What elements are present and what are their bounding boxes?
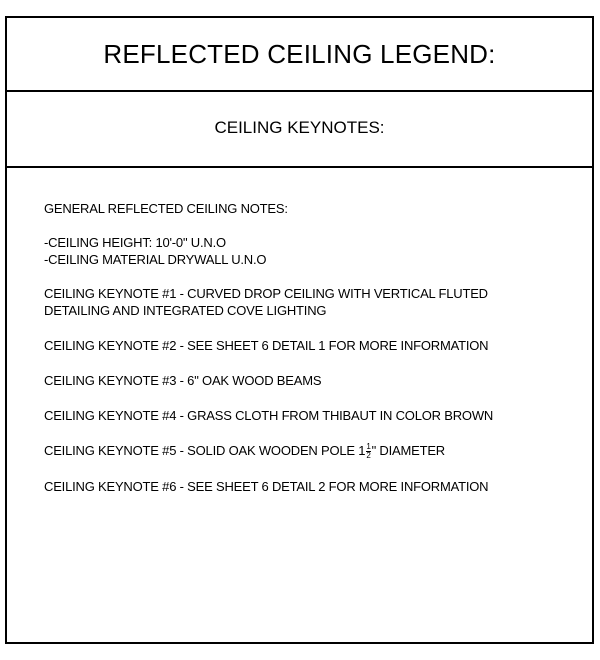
fraction-denominator: 2 (366, 451, 371, 461)
fraction-one-half (366, 443, 370, 460)
keynote-5-text: CEILING KEYNOTE #5 - SOLID OAK WOODEN POLE 1 (44, 443, 366, 458)
legend-title: REFLECTED CEILING LEGEND: (103, 38, 496, 69)
subtitle-row (7, 90, 592, 168)
general-note-height: -CEILING HEIGHT: 10'-0" U.N.O (44, 235, 226, 250)
notes-block (44, 200, 580, 495)
keynote-6: CEILING KEYNOTE #6 - SEE SHEET 6 DETAIL 2 FOR MORE INFORMATION (44, 479, 489, 495)
keynote-1-line-2: DETAILING AND INTEGRATED COVE LIGHTING (44, 303, 327, 318)
keynotes-heading: CEILING KEYNOTES: (214, 118, 385, 137)
general-notes-header: GENERAL REFLECTED CEILING NOTES: (44, 201, 288, 216)
keynote-4: CEILING KEYNOTE #4 - GRASS CLOTH FROM THIBAUT IN COLOR BROWN (44, 408, 494, 423)
keynote-2: CEILING KEYNOTE #2 - SEE SHEET 6 DETAIL 1 FOR MORE INFORMATION (44, 338, 489, 353)
keynote-5-suffix: " DIAMETER (371, 443, 445, 458)
keynote-5 (44, 442, 580, 460)
keynote-1-line-1: CEILING KEYNOTE #1 - CURVED DROP CEILING WITH VERTICAL FLUTED (44, 286, 488, 301)
title-row (7, 18, 592, 92)
keynote-3: CEILING KEYNOTE #3 - 6" OAK WOOD BEAMS (44, 373, 322, 388)
general-note-material: -CEILING MATERIAL DRYWALL U.N.O (44, 252, 267, 267)
fraction-numerator: 1 (366, 442, 371, 452)
